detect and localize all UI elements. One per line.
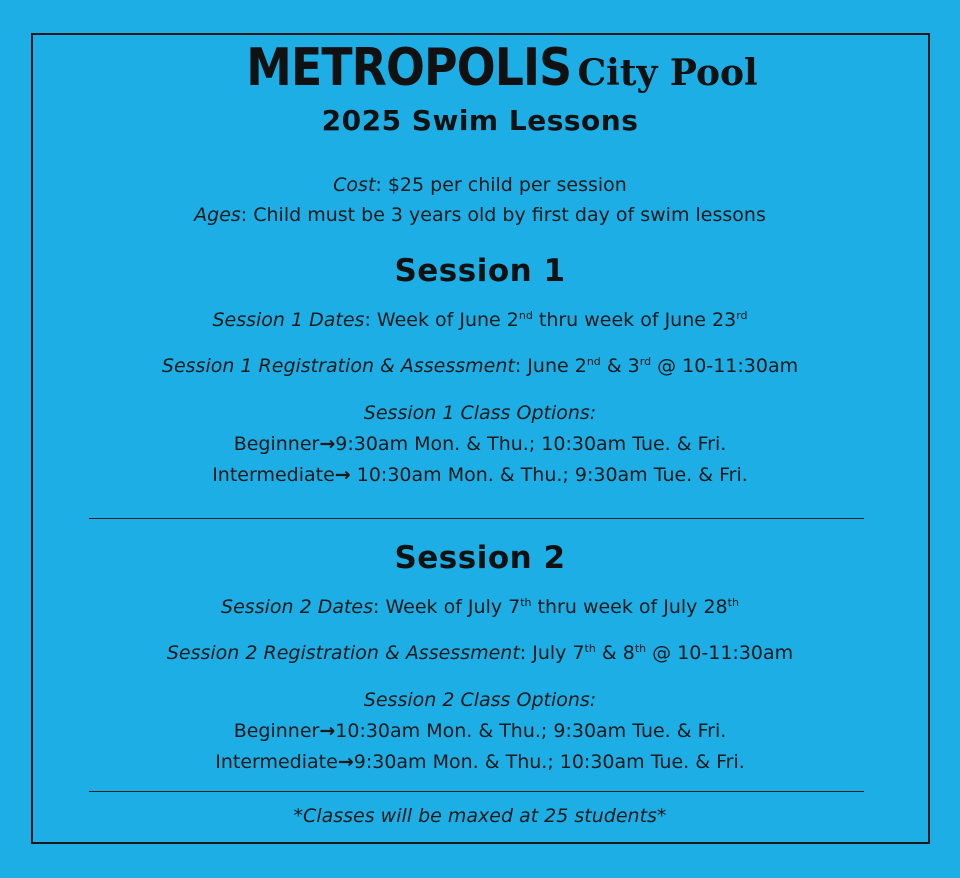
session-1-heading: Session 1 xyxy=(394,253,566,289)
session-2-dates-label: Session 2 Dates xyxy=(221,596,374,618)
ordinal-suffix: th xyxy=(520,596,532,609)
session-2-registration-label: Session 2 Registration & Assessment xyxy=(166,642,520,664)
intermediate-times: 10:30am Mon. & Thu.; 9:30am Tue. & Fri. xyxy=(350,464,748,486)
arrow-right-icon: → xyxy=(334,464,351,486)
session-2-dates-start: : Week of July 7 xyxy=(373,596,521,618)
ages-label: Ages xyxy=(194,204,241,226)
ordinal-suffix: th xyxy=(727,596,739,609)
ordinal-suffix: nd xyxy=(586,355,601,368)
arrow-right-icon: → xyxy=(337,751,354,773)
session-2-registration xyxy=(0,641,960,665)
session-2-registration-day1: : July 7 xyxy=(519,642,585,664)
session-1-dates-label: Session 1 Dates xyxy=(212,309,365,331)
session-2-registration-day2: & 8 xyxy=(595,642,635,664)
session-1-dates-end: thru week of June 23 xyxy=(532,309,737,331)
session-1-registration-time: @ 10-11:30am xyxy=(651,355,799,377)
ordinal-suffix: th xyxy=(634,642,647,655)
class-size-note: *Classes will be maxed at 25 students* xyxy=(293,805,667,827)
session-1-registration-day2: & 3 xyxy=(600,355,640,377)
cost-line xyxy=(0,173,960,197)
section-divider xyxy=(89,518,864,519)
ages-line xyxy=(0,203,960,227)
session-1-dates-start: : Week of June 2 xyxy=(364,309,519,331)
session-2-options-title: Session 2 Class Options: xyxy=(363,689,597,711)
session-1-dates xyxy=(0,308,960,332)
session-2-intermediate xyxy=(0,750,960,774)
beginner-label: Beginner xyxy=(233,720,320,742)
cost-value: : $25 per child per session xyxy=(375,174,627,196)
arrow-right-icon: → xyxy=(319,433,336,455)
ordinal-suffix: rd xyxy=(639,355,652,368)
ordinal-suffix: rd xyxy=(736,309,748,322)
session-2-heading: Session 2 xyxy=(394,540,566,576)
session-1-intermediate xyxy=(0,463,960,487)
session-1-options-title: Session 1 Class Options: xyxy=(363,402,597,424)
cost-label: Cost xyxy=(333,174,376,196)
beginner-label: Beginner xyxy=(233,433,320,455)
beginner-times: 10:30am Mon. & Thu.; 9:30am Tue. & Fri. xyxy=(335,720,727,742)
session-2-dates-end: thru week of July 28 xyxy=(531,596,728,618)
session-1-registration-label: Session 1 Registration & Assessment xyxy=(161,355,515,377)
session-1-registration xyxy=(0,354,960,378)
flyer-subtitle: 2025 Swim Lessons xyxy=(321,104,639,137)
ordinal-suffix: th xyxy=(584,642,596,655)
brand-logo: METROPOLIS xyxy=(246,38,572,98)
session-1-registration-day1: : June 2 xyxy=(514,355,587,377)
session-2-beginner xyxy=(0,719,960,743)
footer-divider xyxy=(89,791,864,792)
beginner-times: 9:30am Mon. & Thu.; 10:30am Tue. & Fri. xyxy=(335,433,727,455)
brand-subtitle: City Pool xyxy=(577,52,758,94)
session-2-dates xyxy=(0,595,960,619)
intermediate-label: Intermediate xyxy=(215,751,338,773)
intermediate-label: Intermediate xyxy=(212,464,335,486)
ages-value: : Child must be 3 years old by first day of swim lessons xyxy=(240,204,766,226)
ordinal-suffix: nd xyxy=(518,309,533,322)
session-2-registration-time: @ 10-11:30am xyxy=(646,642,794,664)
arrow-right-icon: → xyxy=(319,720,336,742)
session-1-beginner xyxy=(0,432,960,456)
intermediate-times: 9:30am Mon. & Thu.; 10:30am Tue. & Fri. xyxy=(353,751,745,773)
